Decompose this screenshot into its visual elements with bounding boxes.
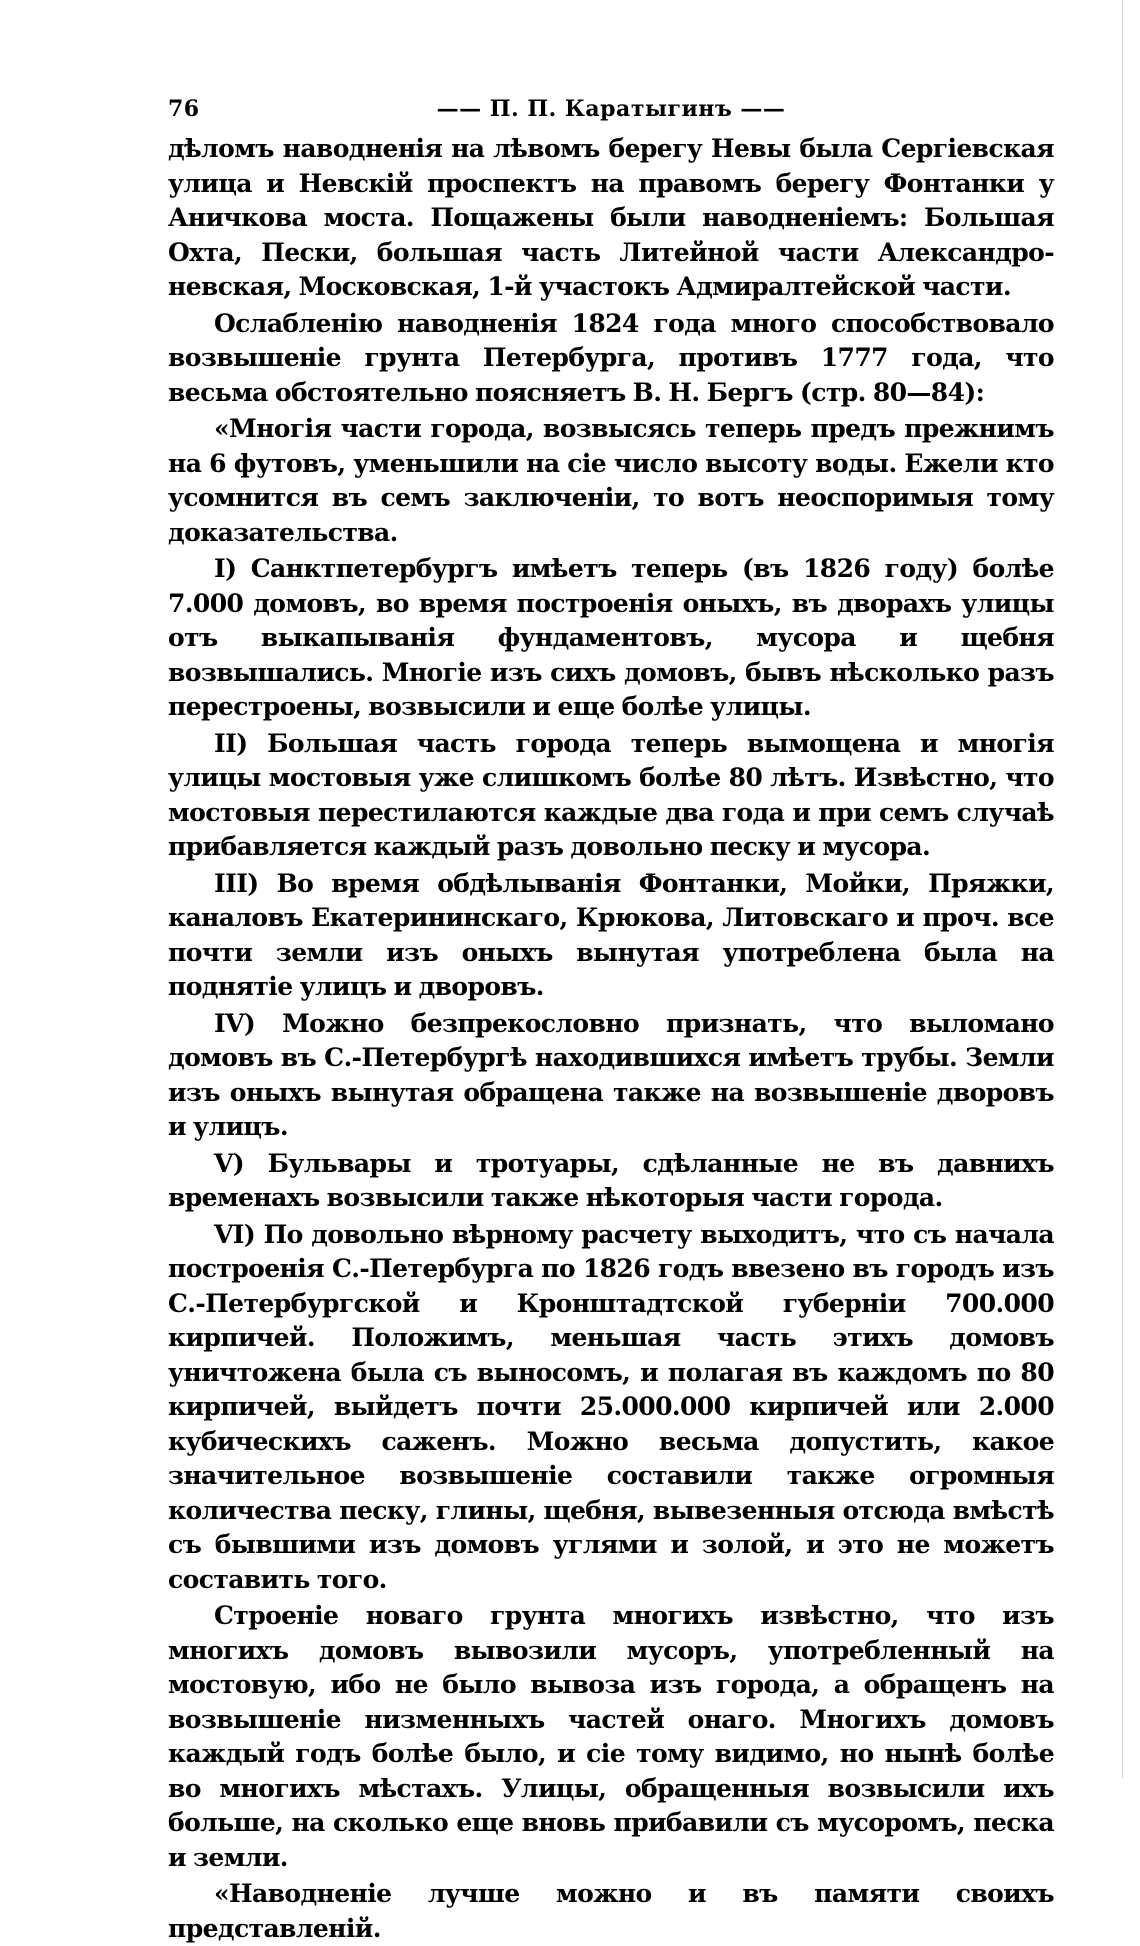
page-number: 76 (168, 96, 200, 122)
paragraph: дѣломъ наводненія на лѣвомъ берегу Невы была Сергіевская улица и Невскій проспектъ на правомъ берегу Фонтанки у Аничкова моста. Пощажены были наводненіемъ: Большая Охта, Пески, большая часть Литейной части Александро-невская, Московская, 1-й участокъ Адмиралтейской части. (168, 134, 1054, 301)
paragraph: Строеніе новаго грунта многихъ извѣстно, что изъ многихъ домовъ вывозили мусоръ, употребленный на мостовую, ибо не было вывоза изъ города, а обращенъ на возвышеніе низменныхъ частей онаго. Многихъ домовъ каждый годъ болѣе было, и сіе тому видимо, но нынѣ болѣе во многихъ мѣстахъ. Улицы, обращенныя возвысили ихъ больше, на сколько еще вновь прибавили съ мусоромъ, песка и земли. (168, 1601, 1054, 1872)
paragraph: Ослабленію наводненія 1824 года много способствовало возвышеніе грунта Петербурга, противъ 1777 года, что весьма обстоятельно поясняетъ В. Н. Бергъ (стр. 80—84): (168, 308, 1054, 407)
paragraph: VI) По довольно вѣрному расчету выходитъ, что съ начала построенія С.-Петербурга по 1826 годъ ввезено въ городъ изъ С.-Петербургской и Кронштадтской губерніи 700.000 кирпичей. Положимъ, меньшая часть этихъ домовъ уничтожена была съ выносомъ, и полагая въ каждомъ по 80 кирпичей, выйдетъ почти 25.000.000 кирпичей или 2.000 кубическихъ саженъ. Можно весьма допустить, какое значительное возвышеніе составили также огромныя количества песку, глины, щебня, вывезенныя отсюда вмѣстѣ съ бывшими изъ домовъ углями и золой, и это не можетъ составить того. (168, 1219, 1054, 1594)
page-header (168, 92, 1054, 132)
book-page (168, 92, 1054, 1946)
paragraph: V) Бульвары и тротуары, сдѣланные не въ давнихъ временахъ возвысили также нѣкоторыя части города. (168, 1148, 1054, 1212)
paragraph: III) Во время обдѣлыванія Фонтанки, Мойки, Пряжки, каналовъ Екатерининскаго, Крюкова, Литовскаго и проч. все почти земли изъ оныхъ вынутая употреблена была на поднятіе улицъ и дворовъ. (168, 868, 1054, 1001)
paragraph: «Наводненіе лучше можно и въ памяти своихъ представленій. (168, 1879, 1054, 1943)
paragraph: II) Большая часть города теперь вымощена и многія улицы мостовыя уже слишкомъ болѣе 80 лѣтъ. Извѣстно, что мостовыя перестилаются каждые два года и при семъ случаѣ прибавляется каждый разъ довольно песку и мусора. (168, 728, 1054, 861)
page-edge-line (1122, 0, 1123, 1778)
running-title: —— П. П. Каратыгинъ —— (436, 96, 786, 122)
paragraph: I) Санктпетербургъ имѣетъ теперь (въ 1826 году) болѣе 7.000 домовъ, во время построенія оныхъ, въ дворахъ улицы отъ выкапыванія фундаментовъ, мусора и щебня возвышались. Многіе изъ сихъ домовъ, бывъ нѣсколько разъ перестроены, возвысили и еще болѣе улицы. (168, 554, 1054, 721)
body-text (168, 132, 1054, 1946)
paragraph: «Многія части города, возвысясь теперь предъ прежнимъ на 6 футовъ, уменьшили на сіе число высоту воды. Ежели кто усомнится въ семъ заключеніи, то вотъ неоспоримыя тому доказательства. (168, 414, 1054, 547)
paragraph: IV) Можно безпрекословно признать, что выломано домовъ въ С.-Петербургѣ находившихся имѣетъ трубы. Земли изъ оныхъ вынутая обращена также на возвышеніе дворовъ и улицъ. (168, 1008, 1054, 1141)
